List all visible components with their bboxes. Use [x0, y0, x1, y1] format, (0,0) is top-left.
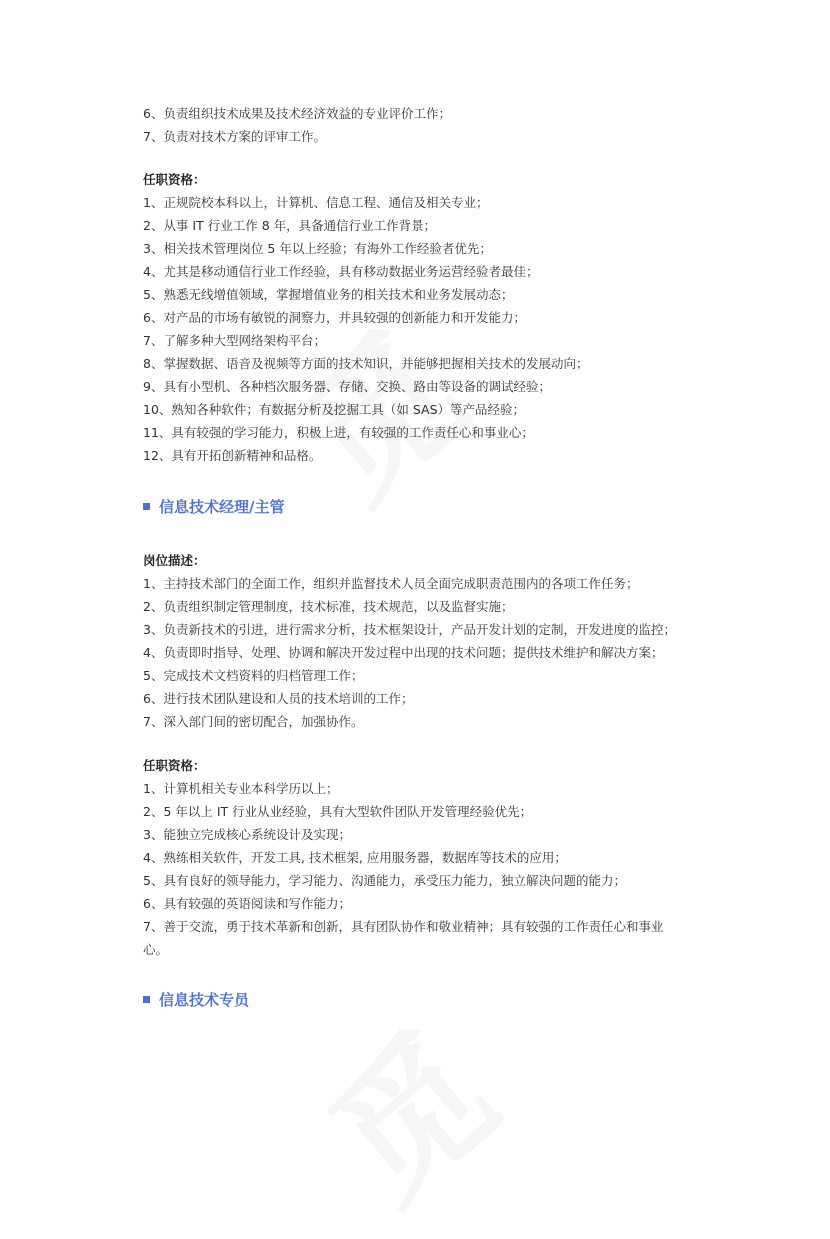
- manager-requirements-list: [143, 777, 683, 961]
- list-item: 5、具有良好的领导能力，学习能力、沟通能力，承受压力能力，独立解决问题的能力；: [143, 873, 626, 888]
- prev-requirements-label: 任职资格：: [143, 172, 206, 187]
- list-item: 2、从事 IT 行业工作 8 年，具备通信行业工作背景；: [143, 218, 437, 233]
- watermark: [278, 977, 532, 1239]
- prev-requirements-list: [143, 191, 683, 467]
- list-item: 5、熟悉无线增值领域，掌握增值业务的相关技术和业务发展动态；: [143, 287, 514, 302]
- section-heading-manager: [143, 496, 284, 517]
- list-item: 8、掌握数据、语音及视频等方面的技术知识，并能够把握相关技术的发展动向；: [143, 356, 589, 371]
- list-item: 7、深入部门间的密切配合，加强协作。: [143, 714, 364, 729]
- section-title: 信息技术经理/主管: [159, 498, 285, 516]
- prev-duties-list: [143, 102, 683, 148]
- manager-description-list: [143, 572, 683, 733]
- list-item: 1、正规院校本科以上，计算机、信息工程、通信及相关专业；: [143, 195, 489, 210]
- list-item: 6、进行技术团队建设和人员的技术培训的工作；: [143, 691, 414, 706]
- list-item: 6、负责组织技术成果及技术经济效益的专业评价工作；: [143, 106, 451, 121]
- list-item: 5、完成技术文档资料的归档管理工作；: [143, 668, 364, 683]
- list-item: 3、能独立完成核心系统设计及实现；: [143, 827, 351, 842]
- section-heading-specialist: [143, 989, 249, 1010]
- list-item: 9、具有小型机、各种档次服务器、存储、交换、路由等设备的调试经验；: [143, 379, 551, 394]
- list-item: 12、具有开拓创新精神和品格。: [143, 448, 322, 463]
- list-item: 6、具有较强的英语阅读和写作能力；: [143, 896, 351, 911]
- section-title: 信息技术专员: [159, 991, 250, 1009]
- list-item: 4、熟练相关软件，开发工具, 技术框架, 应用服务器，数据库等技术的应用；: [143, 850, 567, 865]
- list-item: 4、负责即时指导、处理、协调和解决开发过程中出现的技术问题；提供技术维护和解决方案；: [143, 645, 664, 660]
- list-item: 3、负责新技术的引进，进行需求分析，技术框架设计，产品开发计划的定制，开发进度的监控；: [143, 622, 676, 637]
- list-item: 2、负责组织制定管理制度，技术标准，技术规范，以及监督实施；: [143, 599, 514, 614]
- list-item: 3、相关技术管理岗位 5 年以上经验；有海外工作经验者优先；: [143, 241, 492, 256]
- list-item: 7、善于交流，勇于技术革新和创新，具有团队协作和敬业精神；具有较强的工作责任心和事业心。: [143, 919, 664, 957]
- list-item: 7、了解多种大型网络架构平台；: [143, 333, 326, 348]
- list-item: 7、负责对技术方案的评审工作。: [143, 129, 326, 144]
- list-item: 2、5 年以上 IT 行业从业经验，具有大型软件团队开发管理经验优先；: [143, 804, 533, 819]
- list-item: 6、对产品的市场有敏锐的洞察力，并具较强的创新能力和开发能力；: [143, 310, 526, 325]
- manager-description-label: 岗位描述：: [143, 553, 206, 568]
- manager-requirements-label: 任职资格：: [143, 758, 206, 773]
- list-item: 1、计算机相关专业本科学历以上；: [143, 781, 339, 796]
- list-item: 10、熟知各种软件；有数据分析及挖掘工具（如 SAS）等产品经验；: [143, 402, 526, 417]
- list-item: 11、具有较强的学习能力，积极上进，有较强的工作责任心和事业心；: [143, 425, 534, 440]
- square-bullet-icon: [143, 996, 150, 1003]
- square-bullet-icon: [143, 503, 150, 510]
- list-item: 4、尤其是移动通信行业工作经验，具有移动数据业务运营经验者最佳；: [143, 264, 539, 279]
- list-item: 1、主持技术部门的全面工作，组织并监督技术人员全面完成职责范围内的各项工作任务；: [143, 576, 639, 591]
